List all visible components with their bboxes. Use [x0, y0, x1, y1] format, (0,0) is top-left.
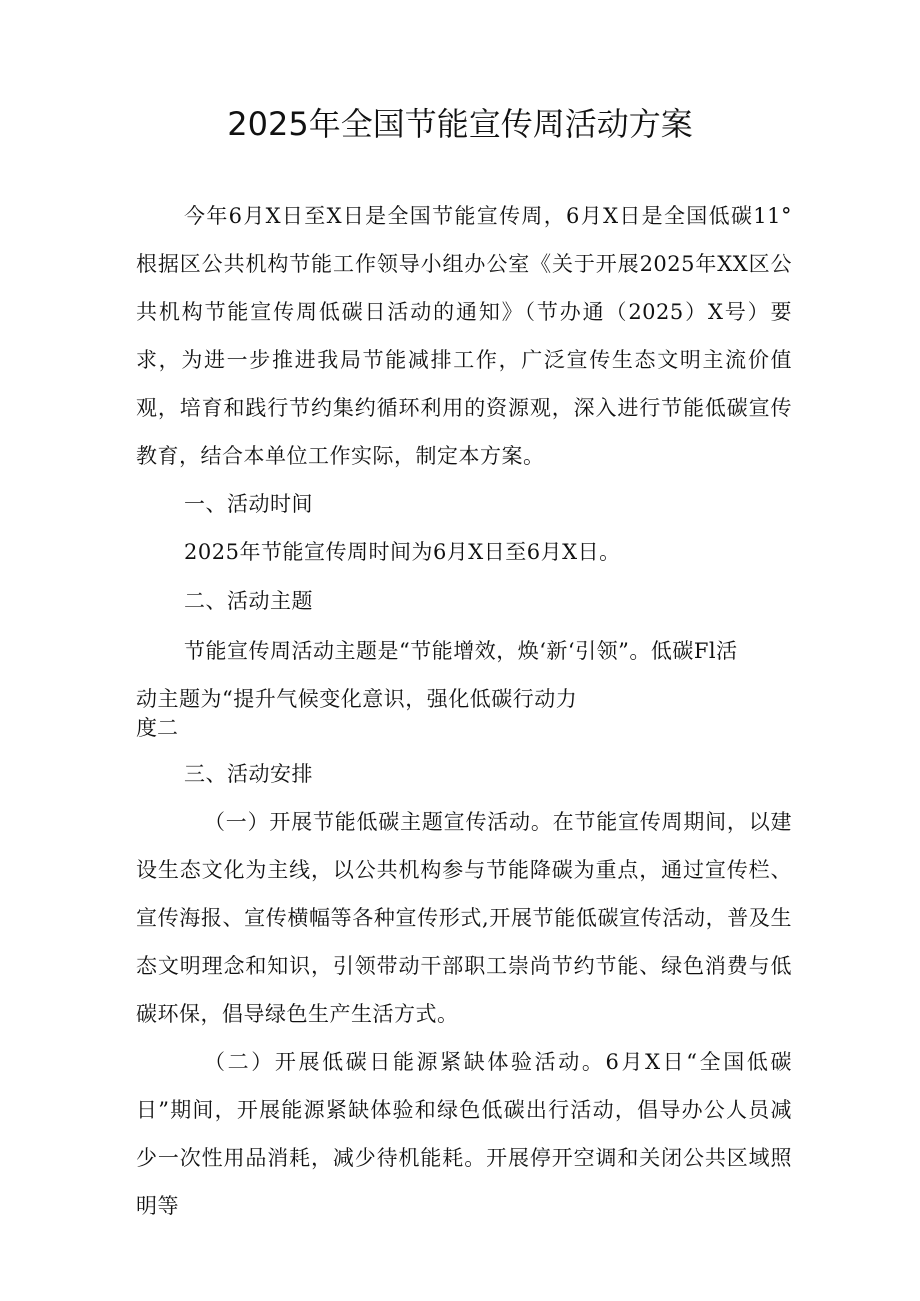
section-body-time: 2025年节能宣传周时间为6月X日至6月X日。: [184, 540, 621, 564]
theme-line-1: 节能宣传周活动主题是“节能增效，焕‘新‘引领”。低碳Fl活: [184, 639, 738, 663]
arrangement-item-2: （二）开展低碳日能源紧缺体验活动。6月X日“全国低碳日”期间，开展能源紧缺体验和绿色低碳出行活动，倡导办公人员减少一次性用品消耗，减少待机能耗。开展停开空调和关闭公共区域照明等: [136, 1050, 792, 1218]
theme-line-2: 动主题为“提升气候变化意识，强化低碳行动力: [136, 687, 578, 711]
section-heading-theme: 二、活动主题: [184, 589, 313, 613]
document-title: 2025年全国节能宣传周活动方案: [227, 105, 693, 143]
section-heading-arrangement: 三、活动安排: [184, 762, 313, 786]
intro-paragraph: 今年6月X日至X日是全国节能宣传周，6月X日是全国低碳11° 根据区公共机构节能工作领导小组办公室《关于开展2025年XX区公共机构节能宣传周低碳日活动的通知》（节办通（2025）X号）要求，为进一步推进我局节能减排工作，广泛宣传生态文明主流价值观，培育和践行节约集约循环利用的资源观，深入进行节能低碳宣传教育，结合本单位工作实际，制定本方案。: [136, 204, 792, 468]
section-heading-time: 一、活动时间: [184, 492, 313, 516]
theme-line-3: 度二: [136, 716, 178, 740]
arrangement-item-1: （一）开展节能低碳主题宣传活动。在节能宣传周期间，以建设生态文化为主线，以公共机构参与节能降碳为重点，通过宣传栏、宣传海报、宣传横幅等各种宣传形式,开展节能低碳宣传活动，普及生态文明理念和知识，引领带动干部职工崇尚节约节能、绿色消费与低碳环保，倡导绿色生产生活方式。: [136, 810, 792, 1026]
